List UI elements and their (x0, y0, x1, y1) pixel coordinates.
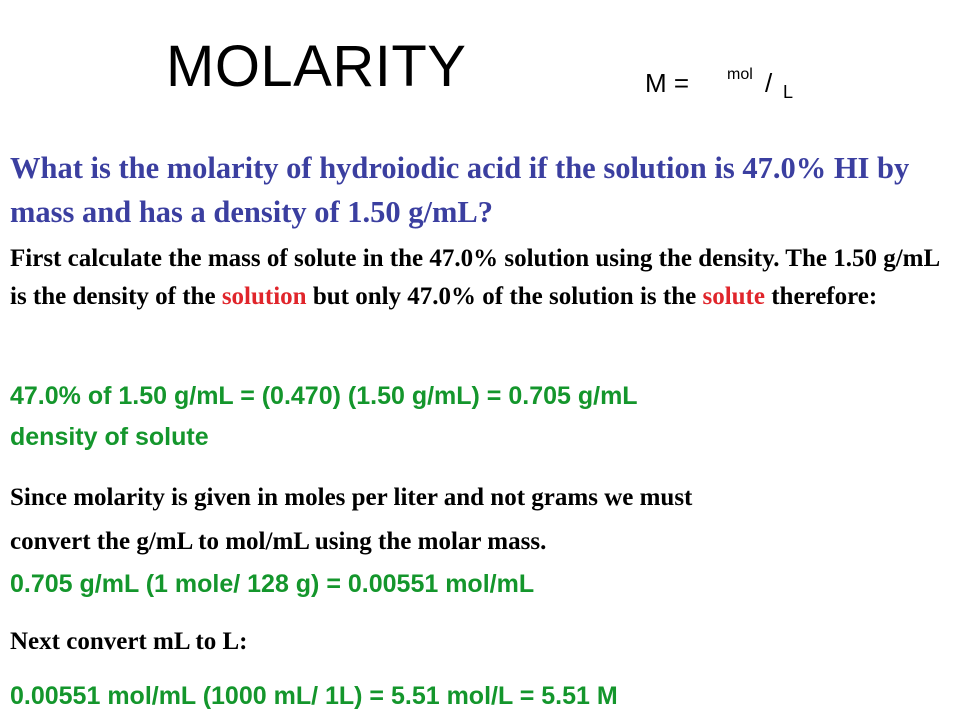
step2-line2: convert the g/mL to mol/mL using the molar mass. (10, 528, 547, 555)
step3-line: Next convert mL to L: (10, 628, 248, 655)
step1-text-a: First calculate the mass of solute in the 47.0% solution using the density. The 1.50 g/mL is the density of the (10, 245, 939, 310)
calc1-line1: 47.0% of 1.50 g/mL = (0.470) (1.50 g/mL) = 0.705 g/mL (10, 382, 638, 410)
calc1-line2: density of solute (10, 423, 209, 451)
step1-highlight-solute: solute (702, 283, 765, 310)
step1-text-b: but only 47.0% of the solution is the (306, 283, 703, 310)
calc3-line: 0.00551 mol/mL (1000 mL/ 1L) = 5.51 mol/L = 5.51 M (10, 682, 618, 710)
formula-slash: / (765, 68, 773, 98)
formula-lhs: M = (645, 68, 690, 98)
question-text: What is the molarity of hydroiodic acid if the solution is 47.0% HI by mass and has a density of 1.50 g/mL? (10, 151, 910, 229)
step2-line1: Since molarity is given in moles per liter and not grams we must (10, 484, 693, 511)
formula-numerator: mol (727, 66, 753, 83)
calc2-line: 0.705 g/mL (1 mole/ 128 g) = 0.00551 mol/mL (10, 570, 535, 598)
formula-denominator: L (783, 82, 794, 102)
slide-title: MOLARITY (166, 34, 467, 99)
step1-paragraph (10, 240, 945, 316)
step1-text-c: therefore: (764, 283, 878, 310)
step1-highlight-solution: solution (221, 283, 307, 310)
